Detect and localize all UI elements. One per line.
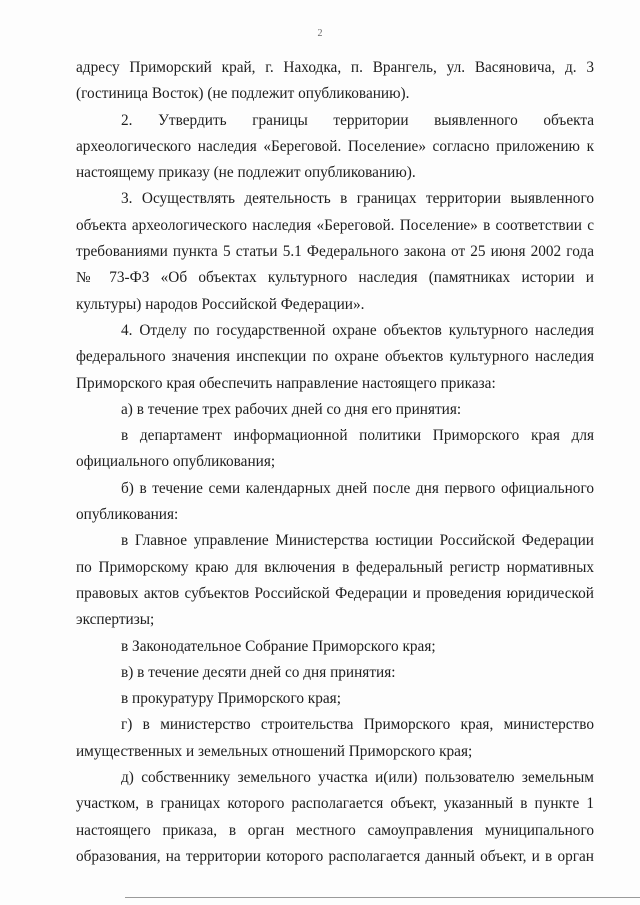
subitem-a: а) в течение трех рабочих дней со дня его принятия:: [121, 400, 462, 418]
paragraph-item-3: 3. Осуществлять деятельность в границах территории выявленного объекта археологического наследия «Береговой. Поселение» в соответствии с требованиями пункта 5 статьи 5.1 Федерального закона от 25 июня 2002 года № 73-ФЗ «Об объектах культурного наследия (памятниках истории и культуры) народов Российской Федерации».: [76, 190, 594, 313]
recipient-justice-ministry: в Главное управление Министерства юстиции Российской Федерации по Приморскому краю для включения в федеральный регистр нормативных правовых актов субъектов Российской Федерации и проведения юридической экспертизы;: [76, 532, 594, 629]
paragraph-item-2: 2. Утвердить границы территории выявленного объекта археологического наследия «Береговой. Поселение» согласно приложению к настоящему приказу (не подлежит опубликованию).: [76, 111, 594, 182]
subitem-v: в) в течение десяти дней со дня принятия:: [121, 663, 396, 681]
recipient-prosecutor: в прокуратуру Приморского края;: [121, 690, 341, 708]
scan-edge-line: [125, 897, 640, 898]
subitem-d: д) собственнику земельного участка и(или) пользователю земельным участком, в границах которого располагается объект, указанный в пункте 1 настоящего приказа, в орган местного самоуправления муниципального образования, на территории которого располагается данный объект, и в орган: [76, 769, 594, 865]
recipient-legislative-assembly: в Законодательное Собрание Приморского края;: [121, 637, 436, 655]
subitem-b: б) в течение семи календарных дней после дня первого официального опубликования:: [76, 479, 594, 524]
paragraph-item-4: 4. Отделу по государственной охране объектов культурного наследия федерального значения инспекции по охране объектов культурного наследия Приморского края обеспечить направление настоящего приказа:: [76, 321, 594, 392]
document-body: [76, 55, 594, 870]
page-number: 2: [317, 28, 323, 39]
subitem-g: г) в министерство строительства Приморского края, министерство имущественных и земельных отношений Приморского края;: [76, 716, 594, 760]
recipient-info-policy-dept: в департамент информационной политики Приморского края для официального опубликования;: [76, 427, 594, 471]
paragraph-continuation: адресу Приморский край, г. Находка, п. Врангель, ул. Васяновича, д. 3 (гостиница Восток) (не подлежит опубликованию).: [76, 59, 594, 103]
